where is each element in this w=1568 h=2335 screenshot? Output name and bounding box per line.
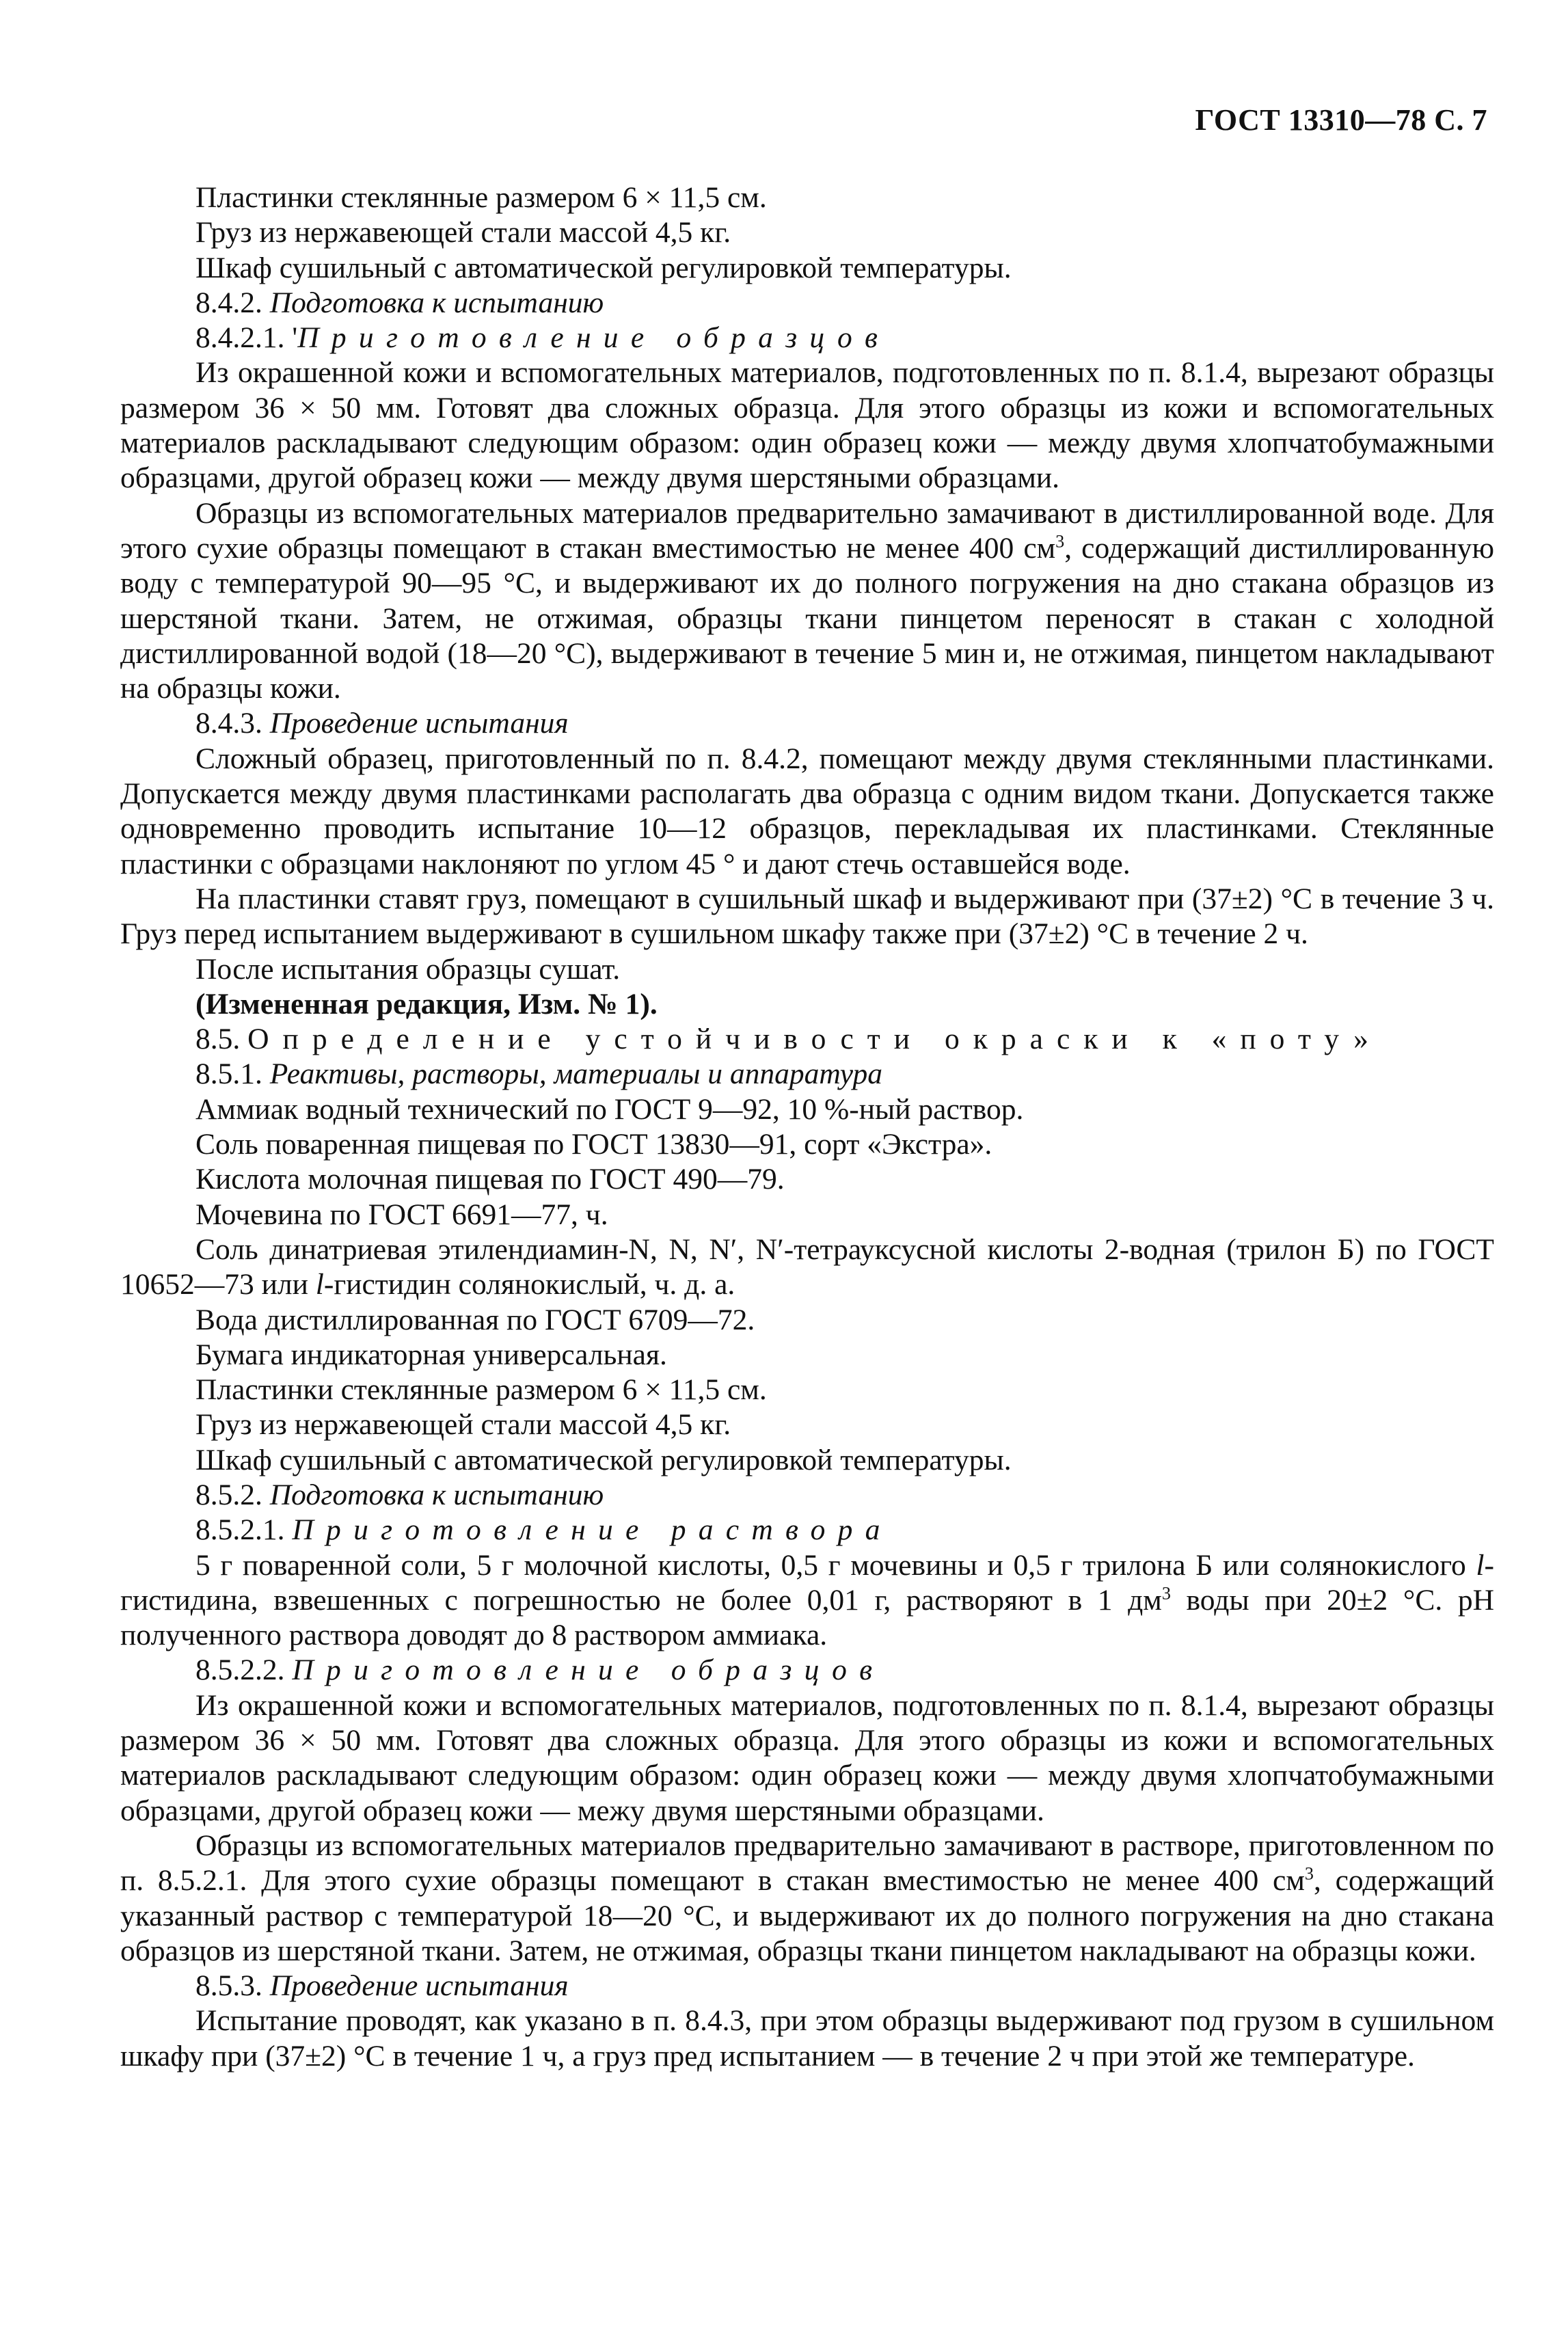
section-title: Подготовка к испытанию [269,1478,604,1511]
section-heading-8-5-1 [120,1057,1494,1092]
reagent-line: Мочевина по ГОСТ 6691—77, ч. [195,1198,608,1231]
section-heading-8-5-2-1 [120,1513,1494,1548]
reagent-text: Соль динатриевая этилендиамин-N, N, N′, N′-тетрауксусной кислоты 2-водная (трилон Б) по ГОСТ 10652—73 или [120,1232,1494,1301]
page-header: ГОСТ 13310—78 С. 7 [1195,103,1487,137]
italic-prefix: l [315,1268,324,1301]
paragraph-text: , содержащий дистиллированную воду с температурой 90—95 °С, и выдерживают их до полного погружения на дно стакана образцов из шерстяной ткани. Затем, не отжимая, образцы ткани пинцетом переносят в стакан с холодной дистиллированной водой (18—20 °С), выдерживают в течение 5 мин и, не отжимая, пинцетом накладывают на образцы кожи. [120,531,1494,705]
paragraph-text: , содержащий указанный раствор с температурой 18—20 °С, и выдерживают их до полного погружения на дно стакана образцов из шерстяной ткани. Затем, не отжимая, образцы ткани пинцетом накладывают на образцы кожи. [120,1864,1494,1967]
section-heading-8-5-2 [120,1478,1494,1513]
equipment-line: Шкаф сушильный с автоматической регулировкой температуры. [195,251,1012,284]
section-title: Определение устойчивости окраски к «поту» [247,1023,1382,1056]
section-heading-8-5-2-2 [120,1653,1494,1688]
superscript: 3 [1304,1863,1314,1884]
paragraph: После испытания образцы сушат. [195,952,621,986]
reagent-line: Пластинки стеклянные размером 6 × 11,5 см. [195,1373,767,1407]
paragraph [120,1828,1494,1969]
reagent-line: Вода дистиллированная по ГОСТ 6709—72. [195,1303,755,1336]
superscript: 3 [1055,531,1065,552]
paragraph: Из окрашенной кожи и вспомогательных материалов, подготовленных по п. 8.1.4, вырезают образцы размером 36 × 50 мм. Готовят два сложных образца. Для этого образцы из кожи и вспомогательных материалов раскладывают следующим образом: один образец кожи — между двумя хлопчатобумажными образцами, другой образец кожи — межу двумя шерстяными образцами. [120,1688,1494,1827]
section-heading-8-4-2 [120,286,1494,321]
section-number: 8.4.3. [195,707,262,740]
reagent-text: -гистидин солянокислый, ч. д. а. [323,1268,735,1301]
section-number: 8.4.2.1. ' [195,321,298,355]
paragraph-text: -гистидина, взвешенных с погрешностью не более 0,01 г, растворяют в 1 дм [120,1548,1494,1617]
equipment-line: Пластинки стеклянные размером 6 × 11,5 см. [195,181,767,214]
paragraph: Сложный образец, приготовленный по п. 8.4.2, помещают между двумя стеклянными пластинками. Допускается между двумя пластинками располагать два образца с одним видом ткани. Допускается также одновременно проводить испытание 10—12 образцов, перекладывая их пластинками. Стеклянные пластинки с образцами наклоняют по углом 45 ° и дают стечь оставшейся воде. [120,742,1494,880]
section-number: 8.4.2. [195,286,262,319]
paragraph-text: Образцы из вспомогательных материалов предварительно замачивают в растворе, приготовленном по п. 8.5.2.1. Для этого сухие образцы помещают в стакан вместимостью не менее 400 см [120,1828,1494,1898]
reagent-line [120,1232,1494,1303]
equipment-line: Груз из нержавеющей стали массой 4,5 кг. [195,216,731,249]
section-number: 8.5.2. [195,1478,262,1511]
section-heading-8-5-3 [120,1969,1494,2003]
reagent-line: Аммиак водный технический по ГОСТ 9—92, 10 %-ный раствор. [195,1092,1024,1126]
section-number: 8.5.3. [195,1969,262,2003]
section-number: 8.5.2.2. [195,1654,285,1687]
paragraph-text: воды при 20±2 °С. рН полученного раствора доводят до 8 раствором аммиака. [120,1583,1494,1652]
section-heading-8-5 [120,1022,1494,1057]
section-number: 8.5.1. [195,1057,262,1091]
reagent-line: Шкаф сушильный с автоматической регулировкой температуры. [195,1443,1012,1476]
section-title: Подготовка к испытанию [269,286,604,319]
amendment-note: (Измененная редакция, Изм. № 1). [195,987,658,1021]
section-number: 8.5.2.1. [195,1513,285,1547]
section-title: Реактивы, растворы, материалы и аппаратура [269,1057,882,1091]
section-heading-8-4-3 [120,706,1494,741]
section-heading-8-4-2-1 [120,321,1494,355]
section-number: 8.5. [195,1023,241,1056]
reagent-line: Соль поваренная пищевая по ГОСТ 13830—91, сорт «Экстра». [195,1128,992,1161]
reagent-line: Кислота молочная пищевая по ГОСТ 490—79. [195,1163,785,1196]
reagent-line: Груз из нержавеющей стали массой 4,5 кг. [195,1408,731,1442]
section-title: Приготовление образцов [292,1654,885,1687]
paragraph: Из окрашенной кожи и вспомогательных материалов, подготовленных по п. 8.1.4, вырезают образцы размером 36 × 50 мм. Готовят два сложных образца. Для этого образцы из кожи и вспомогательных материалов раскладывают следующим образом: один образец кожи — между двумя хлопчатобумажными образцами, другой образец кожи — между двумя шерстяными образцами. [120,356,1494,495]
reagent-line: Бумага индикаторная универсальная. [195,1338,667,1371]
superscript: 3 [1161,1583,1171,1604]
section-title: Приготовление образцов [297,321,891,355]
italic-prefix: l [1476,1548,1485,1582]
paragraph [120,496,1494,707]
paragraph: На пластинки ставят груз, помещают в сушильный шкаф и выдерживают при (37±2) °С в течение 3 ч. Груз перед испытанием выдерживают в сушильном шкафу также при (37±2) °С в течение 2 ч. [120,882,1494,951]
section-title: Проведение испытания [269,707,569,740]
paragraph-text: 5 г поваренной соли, 5 г молочной кислоты, 0,5 г мочевины и 0,5 г трилона Б или солянокислого [195,1548,1476,1582]
paragraph: Испытание проводят, как указано в п. 8.4.3, при этом образцы выдерживают под грузом в сушильном шкафу при (37±2) °С в течение 1 ч, а груз пред испытанием — в течение 2 ч при этой же температуре. [120,2004,1494,2073]
paragraph-text: Образцы из вспомогательных материалов предварительно замачивают в дистиллированной воде. Для этого сухие образцы помещают в стакан вместимостью не менее 400 см [120,496,1494,565]
document-body [120,180,1494,2074]
paragraph [120,1548,1494,1654]
section-title: Приготовление раствора [292,1513,893,1547]
section-title: Проведение испытания [269,1969,569,2003]
